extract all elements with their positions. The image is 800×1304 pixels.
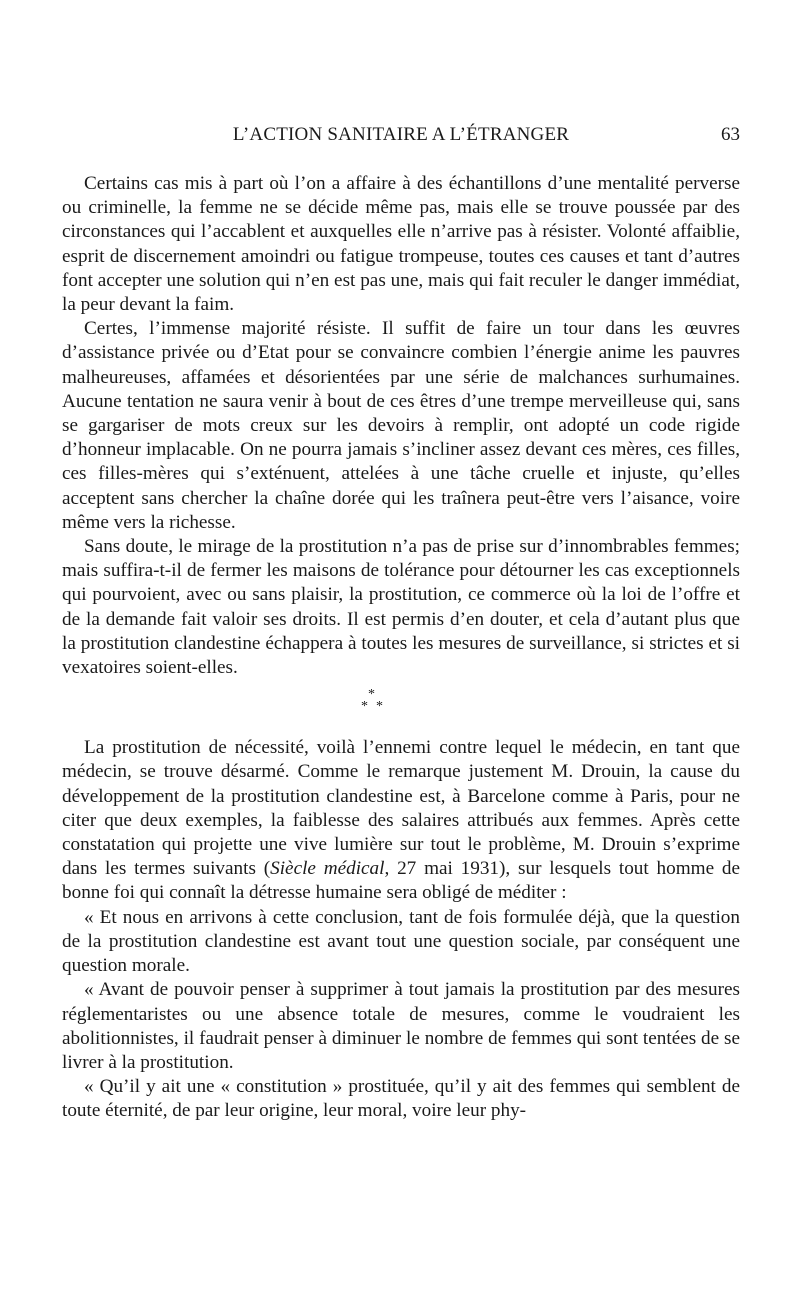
page-number: 63 [721,124,740,145]
quote-paragraph: « Et nous en arrivons à cette conclusion, tant de fois formulée déjà, que la question de la prostitution clandestine est avant tout une question sociale, par conséquent une question morale. [62,906,740,977]
asterism-star: * [368,687,375,703]
quote-paragraph: « Avant de pouvoir penser à supprimer à tout jamais la prostitution par des mesures réglementaristes ou une absence totale de mesures, comme le voudraient les abolitionnistes, il faudrait penser à diminuer le nombre de femmes qui sont tentées de se livrer à la prostitution. [62,979,740,1073]
body-text [62,172,740,1124]
paragraph: Certes, l’immense majorité résiste. Il suffit de faire un tour dans les œuvres d’assistance privée ou d’Etat pour se convaincre combien l’énergie anime les pauvres malheureuses, affamées et désorientées par une série de malchances surhumaines. Aucune tentation ne saura venir à bout de ces êtres d’une trempe merveilleuse qui, sans se gargariser de mots creux sur les devoirs à remplir, ont adopté un code rigide d’honneur implacable. On ne pourra jamais s’incliner assez devant ces mères, ces filles, ces filles-mères qui s’exténuent, attelées à une tâche cruelle et injuste, qu’elles acceptent sans chercher la chaîne dorée qui les traînera peut-être vers l’aisance, voire même vers la richesse. [62,318,740,533]
paragraph: Certains cas mis à part où l’on a affaire à des échantillons d’une mentalité perverse ou criminelle, la femme ne se décide même pas, mais elle se trouve poussée par des circonstances qui l’accablent et auxquelles elle n’arrive pas à résister. Volonté affaiblie, esprit de discernement amoindri ou fatigue trompeuse, toutes ces causes et tant d’autres font accepter une solution qui n’en est pas une, mais qui fait reculer le danger immédiat, la peur devant la faim. [62,173,740,316]
running-title: L’ACTION SANITAIRE A L’ÉTRANGER [232,124,570,145]
page-header [62,124,740,154]
paragraph: Sans doute, le mirage de la prostitution n’a pas de prise sur d’innombrables femmes; mais suffira-t-il de fermer les maisons de tolérance pour détourner les cas exceptionnels qui pourvoient, avec ou sans plaisir, la prostitution, ce commerce où la loi de l’offre et de la demande fait valoir ses droits. Il est permis d’en douter, et cela d’autant plus que la prostitution clandestine échappera à toutes les mesures de surveillance, si strictes et si vexatoires soient-elles. [62,536,740,679]
asterism-divider [62,680,740,736]
quote-paragraph: « Qu’il y ait une « constitution » prostituée, qu’il y ait des femmes qui semblent de toute éternité, de par leur origine, leur moral, voire leur phy- [62,1076,740,1122]
paragraph [62,736,740,905]
asterism-star: * [376,699,383,715]
citation-title: Siècle médical [270,858,385,880]
asterism-star: * [361,699,368,715]
paragraph-text: , 27 mai 1931), sur lesquels tout homme de bonne foi qui connaît la détresse humaine sera obligé de méditer : [62,858,740,904]
paragraph-text: La prostitution de nécessité, voilà l’ennemi contre lequel le médecin, en tant que médecin, se trouve désarmé. Comme le remarque justement M. Drouin, la cause du développement de la prostitution clandestine est, à Barcelone comme à Paris, pour ne citer que deux exemples, la faiblesse des salaires attribués aux femmes. Après cette constatation qui projette une vive lumière sur tout le problème, M. Drouin s’exprime dans les termes suivants ( [62,737,740,880]
